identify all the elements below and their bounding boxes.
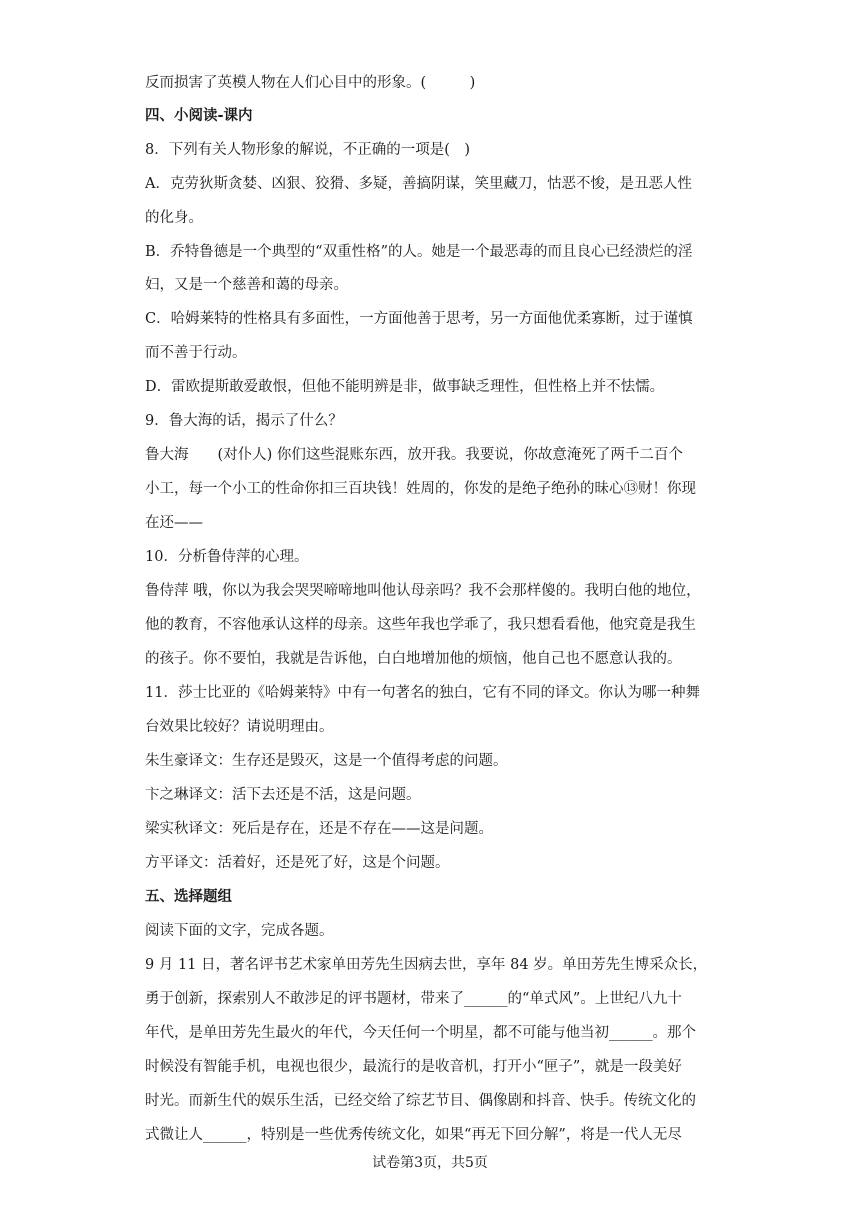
- quote-line: 他的教育，不容他承认这样的母亲。这些年我也学乖了，我只想看看他，他究竟是我生: [145, 617, 696, 633]
- page-footer: 试卷第3页，共5页: [372, 1155, 488, 1171]
- text-line: 反而损害了英模人物在人们心目中的形象。( ): [145, 75, 476, 91]
- text-line: 台效果比较好？请说明理由。: [145, 719, 334, 735]
- passage-line: 9 月 11 日，著名评书艺术家单田芳先生因病去世，享年 84 岁。单田芳先生博采众长，: [145, 957, 708, 973]
- quote-line: 鲁侍萍 哦，你以为我会哭哭啼啼地叫他认母亲吗？我不会那样傻的。我明白他的地位，: [145, 583, 701, 599]
- quote-line: 小工，每一个小工的性命你扣三百块钱！姓周的，你发的是绝子绝孙的昧心⑬财！你现: [145, 481, 696, 497]
- text-line: 的化身。: [145, 210, 203, 226]
- translation-fang: 方平译文：活着好，还是死了好，这是个问题。: [145, 855, 450, 871]
- section-heading-choice: 五、选择题组: [145, 889, 232, 905]
- question-9: 9．鲁大海的话，揭示了什么？: [145, 413, 343, 429]
- text-line: 妇，又是一个慈善和蔼的母亲。: [145, 277, 348, 293]
- translation-liang: 梁实秋译文：死后是存在，还是不存在——这是问题。: [145, 821, 493, 837]
- passage-line: 时候没有智能手机，电视也很少，最流行的是收音机，打开小“匣子”，就是一段美好: [145, 1059, 682, 1075]
- translation-zhu: 朱生豪译文：生存还是毁灭，这是一个值得考虑的问题。: [145, 753, 508, 769]
- question-11: 11．莎士比亚的《哈姆莱特》中有一句著名的独白，它有不同的译文。你认为哪一种舞: [145, 685, 700, 701]
- question-8: 8．下列有关人物形象的解说，不正确的一项是( ): [145, 142, 471, 158]
- passage-line: 勇于创新，探索别人不敢涉足的评书题材，带来了______的“单式风”。上世纪八九十: [145, 991, 682, 1007]
- option-d: D．雷欧提斯敢爱敢恨，但他不能明辨是非，做事缺乏理性，但性格上并不怯懦。: [145, 379, 665, 395]
- quote-line: 鲁大海 (对仆人) 你们这些混账东西，放开我。我要说，你故意淹死了两千二百个: [145, 447, 683, 463]
- option-c: C．哈姆莱特的性格具有多面性，一方面他善于思考，另一方面他优柔寡断，过于谨慎: [145, 311, 693, 327]
- instruction: 阅读下面的文字，完成各题。: [145, 923, 334, 939]
- passage-line: 式微让人______，特别是一些优秀传统文化，如果“再无下回分解”，将是一代人无尽: [145, 1127, 682, 1143]
- option-a: A．克劳狄斯贪婪、凶狠、狡猾、多疑，善搞阴谋，笑里藏刀，怙恶不悛，是丑恶人性: [145, 176, 692, 192]
- passage-line: 时光。而新生代的娱乐生活，已经交给了综艺节目、偶像剧和抖音、快手。传统文化的: [145, 1093, 696, 1109]
- passage-line: 年代，是单田芳先生最火的年代，今天任何一个明星，都不可能与他当初______。那个: [145, 1025, 696, 1041]
- text-line: 而不善于行动。: [145, 345, 247, 361]
- quote-line: 在还——: [145, 515, 203, 531]
- quote-line: 的孩子。你不要怕，我就是告诉他，白白地增加他的烦恼，他自己也不愿意认我的。: [145, 651, 682, 667]
- question-10: 10．分析鲁侍萍的心理。: [145, 549, 309, 565]
- translation-bian: 卞之琳译文：活下去还是不活，这是问题。: [145, 787, 421, 803]
- section-heading-reading: 四、小阅读-课内: [145, 108, 253, 124]
- option-b: B．乔特鲁德是一个典型的“双重性格”的人。她是一个最恶毒的而且良心已经溃烂的淫: [145, 244, 693, 260]
